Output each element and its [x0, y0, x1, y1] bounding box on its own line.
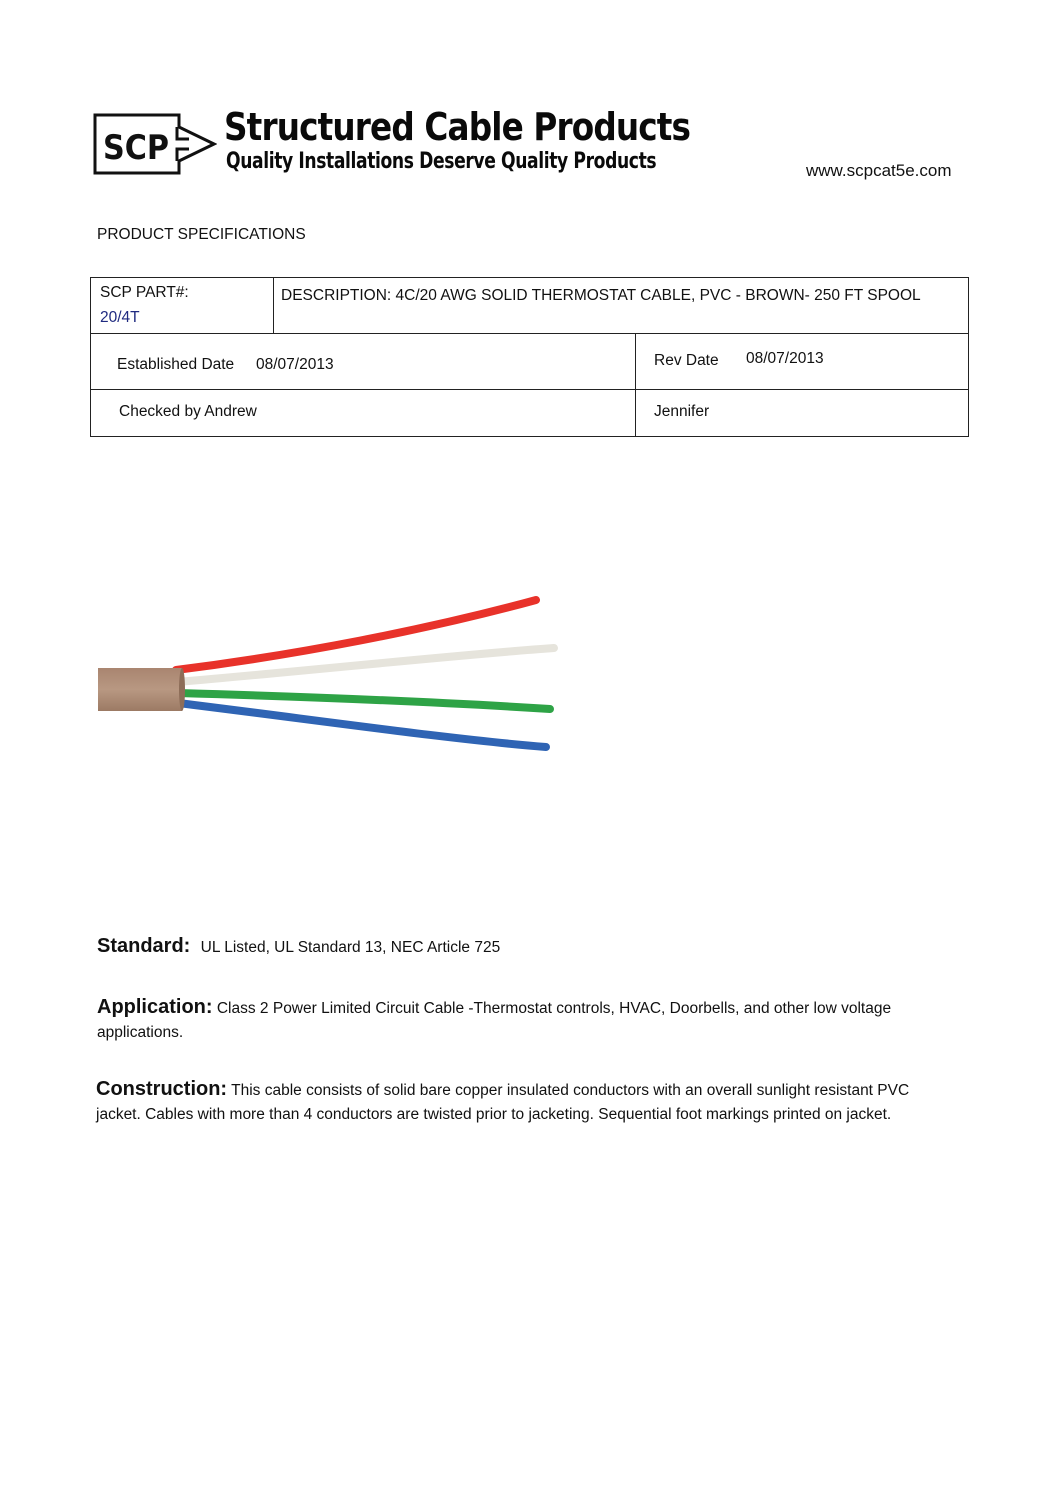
rev-date: 08/07/2013 — [746, 350, 824, 367]
standard-label: Standard: — [97, 935, 191, 957]
construction-section — [96, 1077, 916, 1127]
cable-jacket — [98, 668, 182, 711]
scp-logo-icon — [93, 113, 217, 175]
checked-by: Checked by Andrew — [119, 403, 257, 420]
brand-name: Structured Cable Products — [224, 105, 691, 149]
part-number: 20/4T — [100, 309, 140, 326]
standard-text: UL Listed, UL Standard 13, NEC Article 725 — [200, 939, 501, 956]
table-divider — [91, 389, 968, 390]
spec-table — [90, 277, 969, 437]
part-label: SCP PART#: — [100, 284, 189, 301]
blue-conductor — [178, 703, 546, 747]
logo-text: SCP — [103, 128, 169, 168]
table-divider — [273, 278, 274, 334]
rev-label: Rev Date — [654, 352, 719, 369]
cable-product-image — [96, 585, 566, 765]
table-divider — [91, 333, 968, 334]
website-link[interactable]: www.scpcat5e.com — [806, 161, 952, 180]
construction-text: This cable consists of solid bare copper insulated conductors with an overall sunlight resistant PVC jacket. Cables with more than 4 conductors are twisted prior to jacketing. Sequential foot markings printed on jacket. — [96, 1082, 910, 1123]
construction-label: Construction: — [96, 1078, 228, 1100]
standard-section — [97, 934, 917, 960]
approved-by: Jennifer — [654, 403, 710, 420]
established-date: 08/07/2013 — [256, 356, 334, 373]
application-section — [97, 995, 917, 1045]
page-title: PRODUCT SPECIFICATIONS — [97, 226, 306, 243]
application-text: Class 2 Power Limited Circuit Cable -Thermostat controls, HVAC, Doorbells, and other low voltage applications. — [97, 1000, 892, 1041]
description: DESCRIPTION: 4C/20 AWG SOLID THERMOSTAT CABLE, PVC - BROWN- 250 FT SPOOL — [281, 287, 921, 304]
brand-tagline: Quality Installations Deserve Quality Products — [226, 149, 657, 174]
red-conductor — [176, 600, 536, 670]
established-label: Established Date — [117, 356, 235, 373]
application-label: Application: — [97, 996, 213, 1018]
table-divider — [635, 334, 636, 436]
